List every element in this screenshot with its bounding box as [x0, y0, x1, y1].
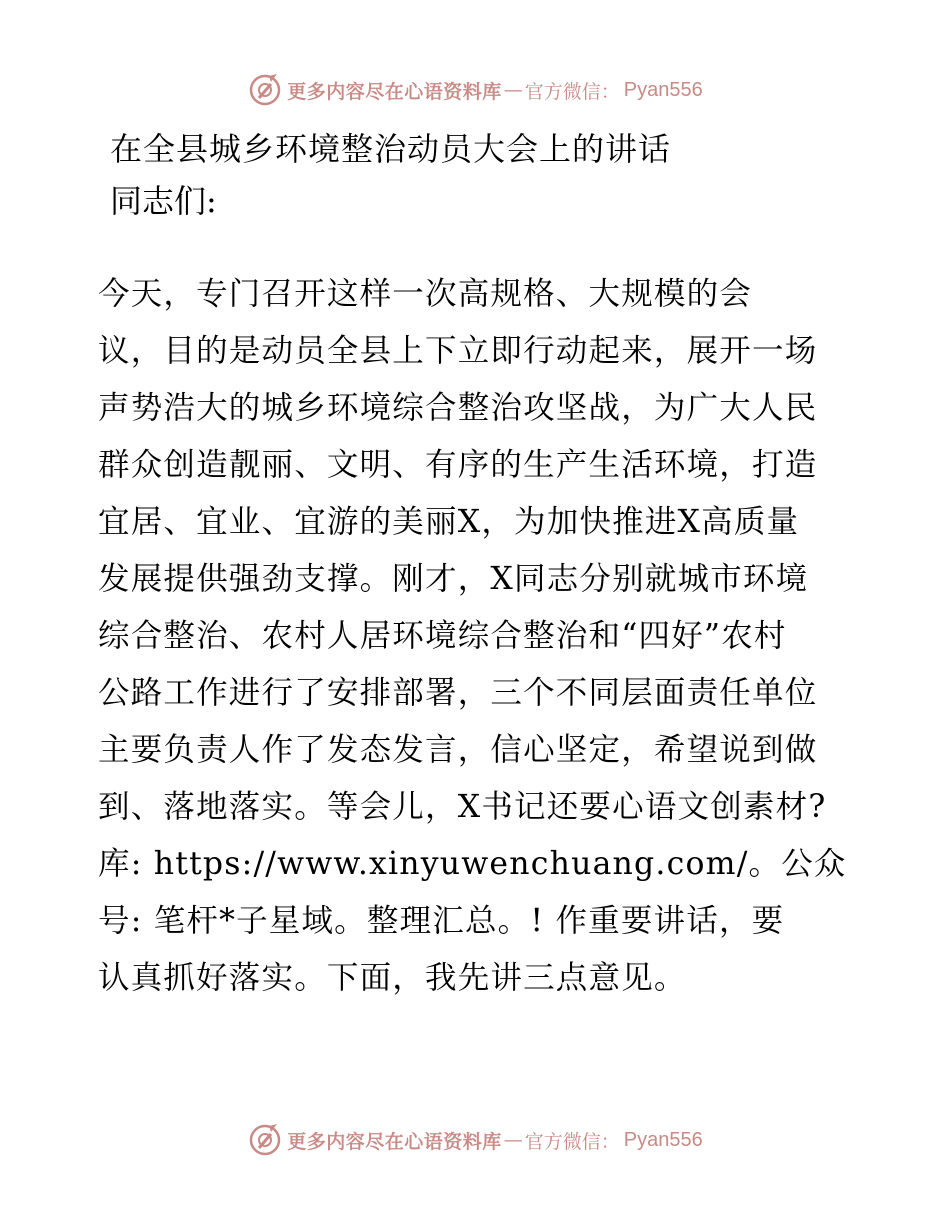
- watermark-label: 官方微信: [524, 1130, 601, 1153]
- paragraph-line: 今天，专门召开这样一次高规格、大规模的会: [98, 276, 753, 312]
- paragraph-line: 综合整治、农村人居环境综合整治和“四好”农村: [98, 618, 787, 654]
- watermark-label: 官方微信: [524, 80, 601, 103]
- paragraph-line: 到、落地落实。等会儿，X书记还要心语文创素材?: [98, 789, 827, 825]
- paragraph-line: 认真抓好落实。下面，我先讲三点意见。: [98, 960, 687, 996]
- watermark-separator: —: [503, 79, 523, 101]
- quill-seal-icon: [247, 72, 283, 108]
- watermark-colon: ：: [600, 80, 620, 103]
- watermark-site-text: 更多内容尽在心语资料库: [287, 1130, 502, 1153]
- watermark-header: [0, 70, 950, 110]
- speech-paragraph: [98, 266, 858, 1007]
- greeting: 同志们:: [110, 182, 217, 220]
- watermark-site-text: 更多内容尽在心语资料库: [287, 80, 502, 103]
- paragraph-line: 声势浩大的城乡环境综合整治攻坚战，为广大人民: [98, 390, 818, 426]
- watermark-separator: —: [503, 1129, 523, 1151]
- watermark-handle: Pyan556: [623, 78, 703, 101]
- watermark-footer: [0, 1120, 950, 1160]
- paragraph-line: 发展提供强劲支撑。刚才，X同志分别就城市环境: [98, 561, 809, 597]
- quill-seal-icon: [247, 1122, 283, 1158]
- watermark-handle: Pyan556: [623, 1128, 703, 1151]
- document-title: 在全县城乡环境整治动员大会上的讲话: [110, 130, 672, 168]
- watermark-colon: ：: [600, 1130, 620, 1153]
- paragraph-line: 议，目的是动员全县上下立即行动起来，展开一场: [98, 333, 818, 369]
- paragraph-line: 公路工作进行了安排部署，三个不同层面责任单位: [98, 675, 818, 711]
- paragraph-line: 号: 笔杆*子星域。整理汇总。! 作重要讲话，要: [98, 903, 785, 939]
- paragraph-line: 库: https://www.xinyuwenchuang.com/。公众: [98, 846, 847, 882]
- paragraph-line: 群众创造靓丽、文明、有序的生产生活环境，打造: [98, 447, 818, 483]
- paragraph-line: 主要负责人作了发态发言，信心坚定，希望说到做: [98, 732, 818, 768]
- paragraph-line: 宜居、宜业、宜游的美丽X，为加快推进X高质量: [98, 504, 800, 540]
